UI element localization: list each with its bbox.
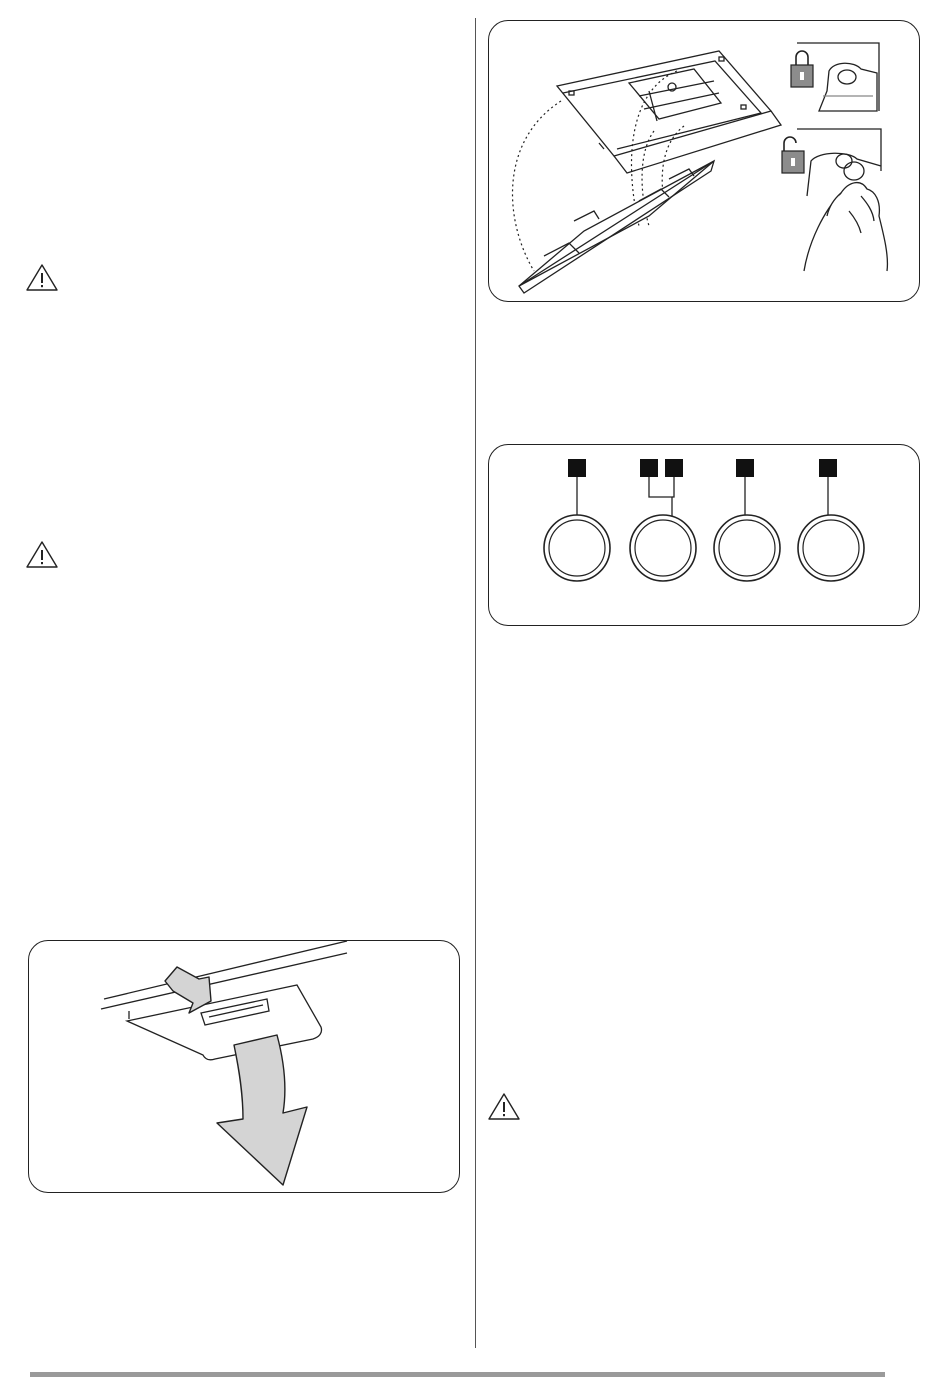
- callout-marker: [665, 459, 683, 477]
- knob: [630, 515, 696, 581]
- callout-marker: [640, 459, 658, 477]
- pull-down-arrow-icon: [217, 1035, 307, 1185]
- knob: [544, 515, 610, 581]
- locked-padlock-icon: [791, 51, 813, 87]
- callout-marker: [736, 459, 754, 477]
- knob-panel: [488, 444, 920, 626]
- release-clip-illustration: [28, 940, 460, 1193]
- footer-rule: [30, 1372, 885, 1377]
- filter-illustration: [488, 20, 920, 302]
- column-divider: [475, 18, 476, 1348]
- unlocked-detail: [797, 129, 881, 196]
- filter-panel: [519, 161, 714, 293]
- callout-marker: [568, 459, 586, 477]
- warning-triangle-icon: [24, 539, 60, 571]
- warning-triangle-icon: [486, 1091, 522, 1123]
- warning-triangle-icon: [24, 262, 60, 294]
- unlocked-padlock-icon: [782, 137, 804, 173]
- knob: [798, 515, 864, 581]
- hand-icon: [804, 183, 887, 271]
- knob: [714, 515, 780, 581]
- hood-frame: [557, 51, 781, 173]
- callout-marker: [819, 459, 837, 477]
